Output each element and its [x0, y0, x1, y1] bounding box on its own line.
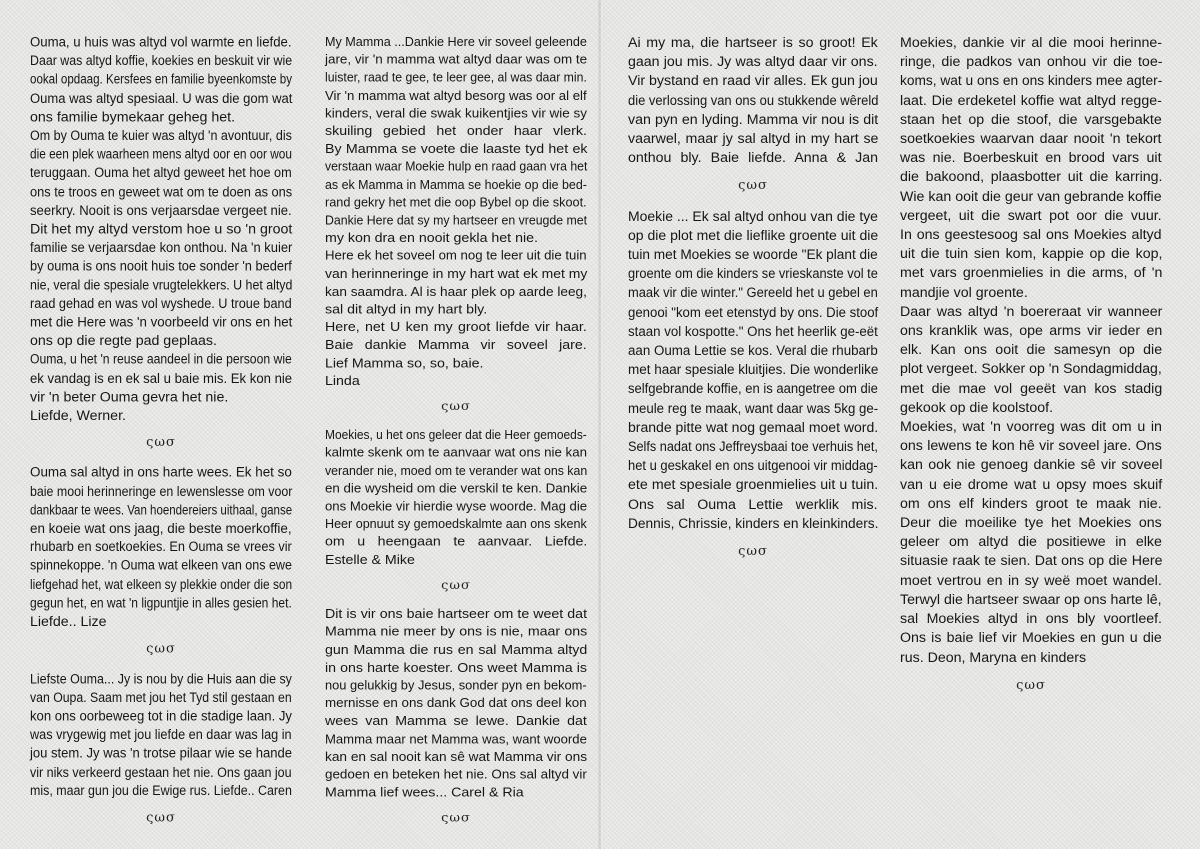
text-line: ons lewens te kon hê vir soveel jare. Ons — [900, 438, 1162, 455]
text-line: Vir bystand en raad vir alles. Ek gun jou — [628, 73, 878, 90]
text-line: gun Mamma die rus en sal Mamma altyd — [325, 642, 588, 658]
text-line: rand gekry het met die oop Bybel op die skoot. — [325, 195, 587, 211]
text-line: Wie kan ooit die geur van gebrande koffie — [900, 188, 1162, 205]
ornament-divider: ςωσ — [146, 810, 176, 826]
text-line: van pyn en lyding. Mamma vir nou is dit — [628, 111, 879, 128]
text-line: Ouma sal altyd in ons harte wees. Ek het so — [30, 465, 292, 481]
text-line: het u geskakel en ons uitgenooi vir middag- — [628, 458, 878, 475]
text-line: selfgebrande koffie, en is aangetree om die — [628, 381, 878, 398]
text-line: van herinneringe in my hart wat ek met my — [325, 266, 588, 282]
text-line: plot vergeet. Sokker op 'n Sondagmiddag, — [900, 361, 1162, 378]
text-line: vir niks verkeerd gestaan het nie. Ons gaan jou — [30, 764, 292, 781]
text-line: familie se verjaarsdae kon onthou. Na 'n kuier — [30, 240, 293, 256]
text-line: groente om die kinders se vrieskanste vol te — [628, 266, 878, 283]
text-line: gedoen en beteken het nie. Ons sal altyd vir — [325, 767, 587, 783]
text-line: ons op die regte pad geplaas. — [30, 333, 217, 350]
text-line: Liefste Ouma... Jy is nou by die Huis aan die sy — [30, 671, 292, 687]
text-line: verander nie, moed om te verander wat ons kan — [325, 463, 588, 479]
text-line: was nie. Boerbeskuit en brood vars uit — [900, 150, 1162, 167]
text-line: seerkry. Nooit is ons verjaarsdae vergeet nie. — [30, 202, 292, 219]
text-line: moet vertrou en in sy weë moet wandel. — [900, 572, 1162, 589]
tribute-paragraph — [30, 34, 292, 426]
text-line: die bakoond, plaasbotter uit die karring. — [900, 169, 1163, 186]
text-line: Lief Mamma so, so, baie. — [325, 355, 484, 371]
text-line: Heer opnuut sy gemoedskalmte aan ons skenk — [325, 517, 587, 532]
text-line: Moekies, u het ons geleer dat die Heer gemoeds- — [325, 427, 587, 443]
text-line: tuin met Moekies se woorde "Ek plant die — [628, 247, 878, 264]
ornament-divider: ςωσ — [738, 544, 768, 560]
text-line: Liefde.. Lize — [30, 614, 107, 631]
text-line: laat. Die erdeketel koffie wat altyd regge- — [900, 92, 1162, 109]
text-line: Estelle & Mike — [325, 552, 415, 568]
text-line: spinnekoppe. 'n Ouma wat elkeen van ons ewe — [30, 558, 292, 575]
text-line: my kon dra en nooit gekla het nie. — [325, 231, 538, 246]
text-line: kon ons oorbeweeg tot in die stadige laan. Jy — [30, 708, 292, 725]
text-line: in ons harte koester. Ons weet Mamma is — [325, 660, 587, 676]
text-line: In ons geestesoog sal ons Moekies altyd — [900, 227, 1162, 244]
ornament-divider: ςωσ — [441, 399, 471, 414]
text-line: Liefde, Werner. — [30, 408, 126, 424]
text-line: wees van Mamma se lewe. Dankie dat — [325, 713, 587, 729]
tribute-paragraph — [325, 34, 587, 391]
text-line: Ons is baie lief vir Moekies en gun u die — [900, 630, 1162, 647]
text-line: ringe, die padkos van onhou vir die toe- — [900, 54, 1163, 71]
tribute-paragraph — [325, 427, 587, 570]
page-fold — [598, 0, 604, 849]
text-line: kalmte skenk om te aanvaar wat ons nie kan — [325, 445, 587, 461]
text-line: soetkoekies waarvan daar nooit 'n tekort — [900, 131, 1162, 148]
text-line: ete met spesiale groenmielies uit u tuin. — [628, 477, 879, 494]
text-line: jou stem. Jy was 'n trotse pilaar wie se hande — [30, 745, 293, 762]
text-line: Ons sal Ouma Lettie werklik mis. — [628, 496, 878, 513]
text-line: Ouma, u huis was altyd vol warmte en liefde. — [30, 34, 292, 51]
text-line: Daar was altyd 'n boereraat vir wanneer — [900, 303, 1163, 320]
text-line: genooi "kom eet etenstyd by ons. Die stoof — [628, 304, 879, 321]
text-line: met vars groenmielies in die arms, of 'n — [900, 265, 1163, 282]
text-line: vaarwel, maar jy sal altyd in my hart se — [628, 131, 879, 148]
text-line: Dennis, Chrissie, kinders en kleinkinders. — [628, 515, 879, 532]
tribute-paragraph — [628, 208, 878, 534]
text-line: Ouma was altyd spesiaal. U was die gom wat — [30, 90, 293, 107]
text-line: Linda — [325, 373, 360, 389]
column-2 — [325, 34, 587, 839]
text-line: ookal opdaag. Kersfees en familie byeenkomste by — [30, 72, 292, 88]
text-line: Ouma, u het 'n reuse aandeel in die persoon wie — [30, 352, 292, 368]
text-line: om ons elf kinders groot te maak nie. — [900, 495, 1162, 512]
text-line: situasie raak te sien. Dat ons op die Here — [900, 553, 1163, 570]
text-line: elk. Kan ons ooit die samesyn op die — [900, 342, 1163, 359]
text-line: Moekies, wat 'n voorreg was dit om u in — [900, 419, 1162, 436]
text-line: maak vir die winter." Gereeld het u gebel en — [628, 285, 878, 302]
text-line: Ai my ma, die hartseer is so groot! Ek — [628, 35, 878, 51]
text-line: mandjie vol groente. — [900, 284, 1028, 301]
text-line: nie, veral die spesiale vrugtelekkers. U het altyd — [30, 277, 293, 294]
text-line: vir 'n beter Ouma gevra het nie. — [30, 389, 229, 406]
text-line: Dankie Here dat sy my hartseer en vreugde met — [325, 213, 588, 229]
text-line: by ouma is ons nooit huis toe sonder 'n bederf — [30, 259, 292, 275]
text-line: Mamma maar net Mamma was, want woorde — [325, 731, 587, 747]
text-line: met haar spesiale kluitjies. Die wonderlike — [628, 362, 879, 379]
text-line: mis, maar gun jou die Ewige rus. Liefde.. Caren — [30, 783, 292, 799]
text-line: Daar was altyd koffie, koekies en beskuit vir wie — [30, 53, 293, 70]
text-line: kinders, veral die swak kuikentjies vir wie sy — [325, 106, 587, 122]
text-line: en koeie wat ons jaag, die beste moerkoffie, — [30, 521, 292, 537]
text-line: en die wysheid om die verskil te ken. Dankie — [325, 481, 588, 497]
ornament-divider: ςωσ — [441, 811, 471, 826]
text-line: luister, raad te gee, te leer gee, al was daar min. — [325, 70, 587, 86]
text-line: brande pitte wat nog gemaal moet word. — [628, 419, 879, 436]
text-line: teruggaan. Ouma het altyd geweet het hoe om — [30, 165, 292, 182]
text-line: kan ook nie genoeg dankie sê vir soveel — [900, 457, 1163, 474]
text-line: ons kranklik was, ope arms vir ieder en — [900, 323, 1163, 340]
text-line: uit die tuin sien kom, kappie op die kop, — [900, 246, 1163, 263]
text-line: staan het op die stoof, die varsgebakte — [900, 111, 1162, 128]
text-line: om u heengaan te aanvaar. Liefde. — [325, 534, 588, 550]
ornament-divider: ςωσ — [146, 435, 176, 451]
text-line: meule reg te maak, want daar was 5kg ge- — [628, 400, 879, 417]
text-line: met die mae vol geeët van kos stadig — [900, 380, 1163, 397]
text-line: gegun het, en wat 'n ligpuntjie in alles gesien het. — [30, 595, 292, 612]
text-line: van Oupa. Saam met jou het Tyd stil gestaan en — [30, 689, 292, 706]
text-line: Selfs nadat ons Jeffreysbaai toe verhuis het, — [628, 439, 878, 456]
text-line: ons Moekie vir hierdie wyse woorde. Mag die — [325, 499, 588, 515]
text-line: rus. Deon, Maryna en kinders — [900, 649, 1087, 666]
text-line: dankbaar te wees. Van hoendereiers uithaal, ganse — [30, 502, 293, 519]
text-line: raad gehad en was vol wyshede. U troue band — [30, 296, 292, 312]
text-line: kan saamdra. Al is haar plek op aarde leeg, — [325, 284, 587, 300]
column-3 — [628, 34, 878, 573]
text-line: as ek Mamma in Mamma se hoekie op die bed- — [325, 177, 587, 193]
column-4 — [900, 34, 1162, 707]
ornament-divider: ςωσ — [146, 641, 176, 657]
text-line: verstaan waar Moekie hulp en raad gaan vra het — [325, 159, 588, 175]
text-line: op die plot met die lieflike groente uit die — [628, 227, 879, 244]
text-line: Here ek het soveel om nog te leer uit die tuin — [325, 248, 587, 264]
tribute-paragraph — [30, 464, 292, 632]
text-line: Mamma lief wees... Carel & Ria — [325, 785, 524, 801]
text-line: By Mamma se voete die laaste tyd het ek — [325, 141, 588, 157]
text-line: sal Moekies altyd in ons bly voortleef. — [900, 611, 1162, 628]
text-line: mernisse en ons dank God dat ons deel kon — [325, 696, 587, 711]
text-line: Vir 'n mamma wat altyd besorg was oor al elf — [325, 88, 587, 104]
text-line: ons familie bymekaar geheg het. — [30, 109, 236, 126]
text-line: Mamma nie meer by ons is nie, maar ons — [325, 624, 588, 640]
text-line: gaan jou mis. Jy was altyd daar vir ons. — [628, 54, 878, 71]
text-line: die verlossing van ons ou stukkende wêreld — [628, 92, 879, 109]
text-line: onthou bly. Baie liefde. Anna & Jan — [628, 150, 879, 167]
column-1 — [30, 34, 292, 839]
text-line: baie mooi herinneringe en lewenslesse om voor — [30, 483, 293, 500]
text-line: Terwyl die hartseer swaar op ons harte lê, — [900, 591, 1162, 608]
text-line: rhubarb en soetkoekies. En Ouma se vrees vir — [30, 539, 292, 556]
ornament-divider: ςωσ — [1016, 677, 1046, 693]
text-line: van u eie drome wat u opsy moes skuif — [900, 476, 1163, 493]
tribute-paragraph — [30, 670, 292, 801]
tribute-paragraph — [628, 34, 878, 168]
text-line: My Mamma ...Dankie Here vir soveel geleende — [325, 34, 587, 50]
text-line: gekook op die koolstoof. — [900, 399, 1054, 416]
text-line: Moekies, dankie vir al die mooi herinne- — [900, 35, 1162, 51]
text-line: Dit het my altyd verstom hoe u so 'n groot — [30, 221, 293, 238]
text-line: liefgehad het, wat elkeen sy plekkie onder die son — [30, 577, 293, 593]
text-line: Deur die moeilike tye het Moekies ons — [900, 515, 1162, 532]
text-line: staan vol kospotte." Ons het heerlik ge-eët — [628, 323, 878, 340]
text-line: koms, wat u ons en ons kinders mee agter- — [900, 73, 1163, 90]
text-line: kan en sal nooit kan sê wat Mamma vir ons — [325, 749, 588, 765]
ornament-divider: ςωσ — [441, 578, 471, 593]
text-line: aan Ouma Lettie se kos. Veral die rhubarb — [628, 343, 878, 360]
text-line: sal dit altyd in my hart bly. — [325, 302, 488, 318]
text-line: Dit is vir ons baie hartseer om te weet dat — [325, 606, 588, 622]
text-line: Baie dankie Mamma vir soveel jare. — [325, 338, 587, 353]
tribute-paragraph — [900, 34, 1162, 668]
text-line: die een plek waarheen mens altyd oor en oor wou — [30, 146, 292, 163]
text-line: Om by Ouma te kuier was altyd 'n avontuur, dis — [30, 128, 292, 144]
text-line: Moekie ... Ek sal altyd onhou van die tye — [628, 208, 878, 225]
text-line: jare, vir 'n mamma wat altyd daar was om te — [325, 52, 588, 68]
text-line: was vrygewig met jou liefde en daar was lag in — [30, 727, 292, 743]
text-line: ons te troos en geweet wat om te doen as ons — [30, 184, 293, 200]
ornament-divider: ςωσ — [738, 178, 768, 194]
text-line: skuiling gebied het onder haar vlerk. — [325, 124, 587, 139]
text-line: Here, net U ken my groot liefde vir haar. — [325, 320, 587, 336]
text-line: geleer om altyd die positiewe in elke — [900, 534, 1162, 551]
text-line: vergeet, uit die swart pot oor die vuur. — [900, 207, 1162, 224]
text-line: met die Here was 'n voorbeeld vir ons en het — [30, 315, 293, 331]
text-line: ek vandag is en ek sal u baie mis. Ek kon nie — [30, 371, 293, 387]
text-line: nou gelukkig by Jesus, sonder pyn en bekom- — [325, 678, 587, 694]
tribute-paragraph — [325, 606, 587, 802]
